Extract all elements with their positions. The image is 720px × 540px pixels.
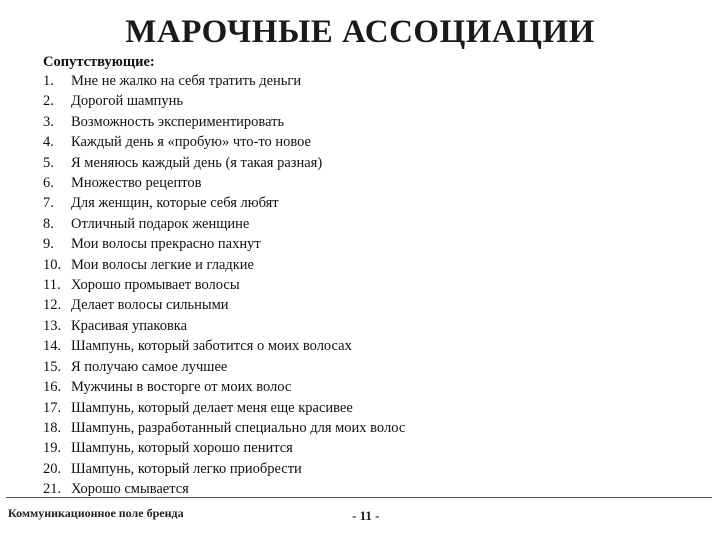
list-item — [43, 398, 703, 418]
list-item-text: Хорошо смывается — [71, 481, 189, 498]
list-item-number: 2. — [43, 93, 54, 110]
list-item — [43, 193, 703, 213]
list-item — [43, 132, 703, 152]
list-item-text: Множество рецептов — [71, 175, 202, 192]
list-item — [43, 214, 703, 234]
list-item-number: 8. — [43, 215, 54, 232]
list-item — [43, 316, 703, 336]
list-item — [43, 459, 703, 479]
list-item-number: 4. — [43, 134, 54, 151]
list-item — [43, 275, 703, 295]
list-item-number: 3. — [43, 113, 54, 130]
list-item-text: Мне не жалко на себя тратить деньги — [71, 73, 302, 89]
list-item — [43, 418, 703, 438]
list-item-text: Мужчины в восторге от моих волос — [71, 379, 292, 396]
list-item-number: 18. — [43, 419, 62, 436]
list-item-number: 13. — [43, 317, 62, 334]
list-item-number: 10. — [43, 256, 62, 273]
list-item — [43, 234, 703, 254]
page-number: - 11 - — [352, 508, 380, 523]
list-item — [43, 336, 703, 356]
list-item — [43, 295, 703, 315]
list-heading: Сопутствующие: — [43, 54, 155, 70]
list-item-text: Хорошо промывает волосы — [71, 277, 240, 294]
list-item-number: 17. — [43, 399, 62, 416]
list-item-text: Шампунь, разработанный специально для моих волос — [71, 419, 406, 436]
list-item — [43, 173, 703, 193]
list-item-text: Я меняюсь каждый день (я такая разная) — [71, 154, 323, 171]
list-item-text: Мои волосы легкие и гладкие — [71, 256, 254, 273]
list-item-number: 9. — [43, 236, 54, 253]
list-item-number: 12. — [43, 297, 62, 314]
footer-caption: Коммуникационное поле бренда — [8, 506, 184, 520]
list-item-text: Дорогой шампунь — [71, 93, 184, 110]
list-item-number: 21. — [43, 481, 62, 498]
list-item-number: 20. — [43, 460, 62, 477]
list-item-text: Мои волосы прекрасно пахнут — [71, 236, 261, 253]
list-item-number: 5. — [43, 154, 54, 171]
list-item-number: 11. — [43, 277, 61, 294]
list-item-text: Каждый день я «пробую» что-то новое — [71, 134, 311, 151]
list-item — [43, 91, 703, 111]
list-item-text: Шампунь, который легко приобрести — [71, 460, 302, 477]
associations-list — [43, 71, 703, 500]
list-item-text: Возможность экспериментировать — [71, 113, 285, 130]
footer-divider — [6, 497, 712, 498]
list-item-text: Делает волосы сильными — [71, 297, 229, 314]
list-item — [43, 357, 703, 377]
list-item — [43, 112, 703, 132]
list-item — [43, 255, 703, 275]
list-item — [43, 153, 703, 173]
list-item — [43, 438, 703, 458]
list-item-text: Шампунь, который делает меня еще красивее — [71, 399, 353, 416]
list-item-text: Для женщин, которые себя любят — [71, 195, 279, 212]
list-item — [43, 377, 703, 397]
list-item-text: Красивая упаковка — [71, 317, 188, 334]
list-item-number: 6. — [43, 175, 54, 192]
list-item-text: Я получаю самое лучшее — [71, 358, 228, 375]
list-item-text: Шампунь, который заботится о моих волосах — [71, 338, 352, 355]
list-item — [43, 71, 703, 91]
slide-title: МАРОЧНЫЕ АССОЦИАЦИИ — [125, 14, 595, 50]
list-item-number: 15. — [43, 358, 62, 375]
list-item-text: Отличный подарок женщине — [71, 215, 250, 232]
list-item-number: 14. — [43, 338, 62, 355]
list-item-number: 1. — [43, 73, 54, 89]
list-item-number: 19. — [43, 440, 62, 457]
list-item-text: Шампунь, который хорошо пенится — [71, 440, 293, 457]
list-item-number: 7. — [43, 195, 54, 212]
list-item-number: 16. — [43, 379, 62, 396]
